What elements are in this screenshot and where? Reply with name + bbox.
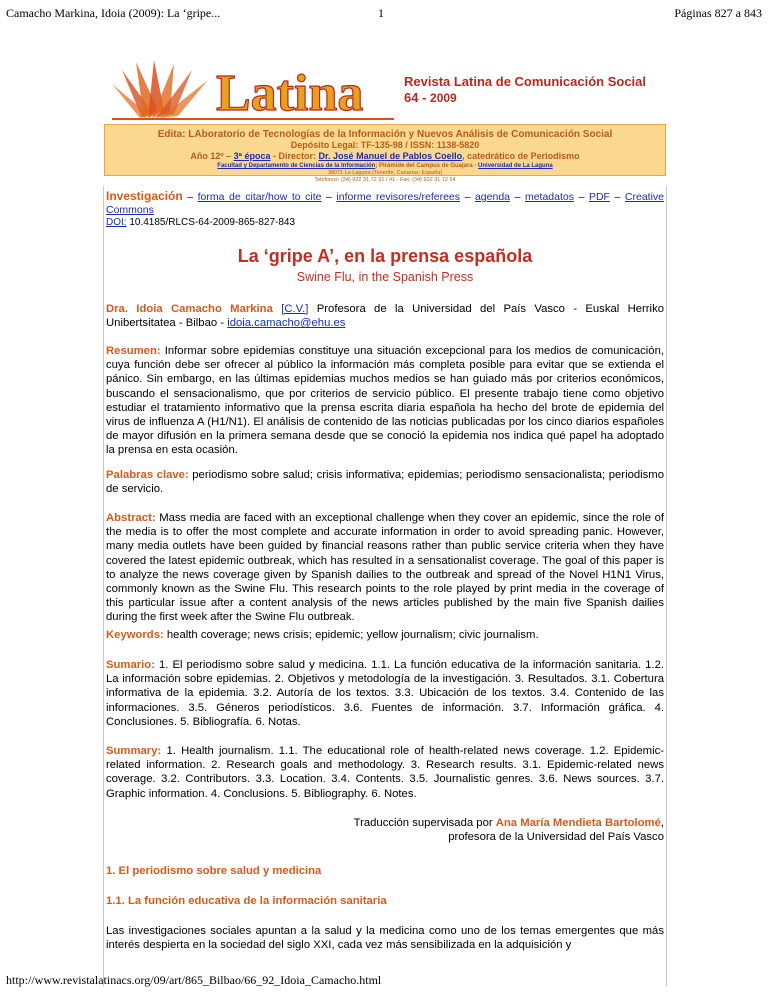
sumario-block xyxy=(106,658,664,729)
summary-block xyxy=(106,744,664,801)
article-subtitle: Swine Flu, in the Spanish Press xyxy=(296,270,474,284)
abstract-text: Mass media are faced with an exceptional challenge when they cover an epidemic, since the role of the media is to offer the most complete and accurate information in order to avoid spreading panic. However, many media outlets have been guided by financial reasons rather than public service criteria when they have covered the latest epidemic outbreak, which has resulted in a sensationalist coverage. The goal of this paper is to analyze the news coverage given by Spanish dailies to the outbreak and spread of the Novel H1N1 Virus, commonly known as the Swine Flu. This research points to the role played by print media in the coverage of this particular issue after a content analysis of the news articles published by the main five Spanish dailies during the first week after the Swine Flu outbreak. xyxy=(106,512,664,624)
page-header xyxy=(6,6,762,20)
palabras-block xyxy=(106,468,664,496)
issue-number: 64 xyxy=(404,90,419,105)
summary-text: 1. Health journalism. 1.1. The educational role of health-related news coverage. 1.2. Epidemic-related information. 2. Research goals and methodology. 3. Research results. 3.1. Epidemic-related news coverage. 3.2. Contributors. 3.3. Location. 3.4. Contents. 3.5. Journalistic genres. 3.6. News sources. 3.7. Graphic information. 4. Conclusions. 5. Bibliography. 6. Notes. xyxy=(106,745,664,800)
translator-affiliation: profesora de la Universidad del País Vasco xyxy=(448,831,664,843)
faculty-line: Facultad y Departamento de Ciencias de la Información; Pirámide del Campus de Guajara - Universidad de La Laguna xyxy=(217,163,553,169)
translator-name: Ana María Mendieta Bartolomé xyxy=(495,817,661,829)
issue-year: 2009 xyxy=(430,91,457,105)
abstract-label: Abstract: xyxy=(106,512,156,524)
article-title: La ‘gripe A’, en la prensa española xyxy=(237,246,533,266)
agenda-link[interactable]: agenda xyxy=(474,191,511,203)
header-page-number: 1 xyxy=(378,6,384,20)
pdf-link[interactable]: PDF xyxy=(588,191,610,203)
resumen-block xyxy=(106,344,664,458)
body-paragraph: Las investigaciones sociales apuntan a la salud y la medicina como uno de los temas emergentes que más interés despierta en la sociedad del siglo XXI, cada vez más sensibilizada en la adquisición y xyxy=(106,925,664,952)
article-content xyxy=(103,186,667,986)
palabras-text: periodismo sobre salud; crisis informativa; epidemias; periodismo sensacionalista; periodismo de servicio. xyxy=(106,469,664,496)
phone-line: Teléfonos: (34) 922 31 72 31 / 41 - Fax: (34) 922 31 72 54 xyxy=(314,177,456,183)
sumario-label: Sumario: xyxy=(106,659,155,671)
page-url[interactable]: http://www.revistalatinacs.org/09/art/865_Bilbao/66_92_Idoia_Camacho.html xyxy=(6,973,382,987)
legal-line: Depósito Legal: TF-135-98 / ISSN: 1138-5820 xyxy=(290,140,480,150)
author-email-link[interactable]: idoia.camacho@ehu.es xyxy=(227,317,346,330)
publisher-line: Edita: LAboratorio de Tecnologías de la Información y Nuevos Análisis de Comunicación Social xyxy=(157,129,613,140)
faculty-link[interactable]: Facultad y Departamento de Ciencias de la Información xyxy=(217,163,376,169)
resumen-text: Informar sobre epidemias constituye una situación excepcional para los medios de comunicación, cuya función debe ser ofrecer al público la información más completa posible para evitar que se extienda el pánico. Sin embargo, en las últimas epidemias muchos medios se han guiado más por criterios económicos, buscando el sensacionalismo, que por criterios de servicio público. El presente trabajo tiene como objetivo estudiar el tratamiento informativo que la prensa escrita diaria española ha hecho del brote de epidemia del virus de influenza A (H1/N1). El análisis de contenido de las noticias publicadas por los cinco diarios españoles de mayor difusión en la primera semana desde que se conoció la epidemia nos indica qué papel ha adoptado la prensa en esta ocasión. xyxy=(106,345,664,457)
author-block: Dra. Idoia Camacho Markina [C.V.] Profesora de la Universidad del País Vasco - Euskal Herriko Unibertsitatea - Bilbao - idoia.camacho@ehu.es xyxy=(106,303,664,330)
logo-text: Latina xyxy=(216,65,364,120)
journal-title: Revista Latina de Comunicación Social xyxy=(404,74,647,89)
director-link[interactable]: Dr. José Manuel de Pablos Coello xyxy=(318,151,463,161)
abstract-block xyxy=(106,511,664,625)
section-heading-1: 1. El periodismo sobre salud y medicina xyxy=(106,865,322,877)
doi-line xyxy=(106,217,664,229)
header-left: Camacho Markina, Idoia (2009): La ‘gripe... xyxy=(6,6,221,20)
sumario-text: 1. El periodismo sobre salud y medicina. 1.1. La función educativa de la información sanitaria. 1.2. La información sobre epidemias. 2. Objetivos y metodología de la investigación. 3. Resultados. 3.1. Cobertura informativa de la epidemia. 3.2. Autoría de los textos. 3.3. Ubicación de los textos. 3.4. Contenido de las informaciones. 3.5. Géneros periodísticos. 3.6. Fuentes de información. 3.7. Información gráfica. 4. Conclusiones. 5. Bibliografía. 6. Notas. xyxy=(106,659,664,728)
resumen-label: Resumen: xyxy=(106,345,161,357)
doi-value: 10.4185/RLCS-64-2009-865-827-843 xyxy=(126,217,296,228)
author-name: Dra. Idoia Camacho Markina xyxy=(106,303,273,315)
referees-link[interactable]: informe revisores/referees xyxy=(336,191,461,203)
section-heading-1-1: 1.1. La función educativa de la información sanitaria xyxy=(106,895,387,907)
section-label: Investigación xyxy=(106,189,183,203)
header-pages: Páginas 827 a 843 xyxy=(674,6,762,20)
keywords-block xyxy=(106,628,664,642)
translation-credit: Traducción supervisada por Ana María Mendieta Bartolomé, profesora de la Universidad del País Vasco xyxy=(106,816,664,844)
summary-label: Summary: xyxy=(106,745,162,757)
epoca-link[interactable]: 3ª época xyxy=(233,151,271,161)
creative-commons-link[interactable]: Creative Commons xyxy=(106,191,665,216)
how-to-cite-link[interactable]: forma de citar/how to cite xyxy=(197,191,322,203)
palabras-label: Palabras clave: xyxy=(106,469,189,481)
publisher-band xyxy=(104,124,666,183)
metadata-link[interactable]: metadatos xyxy=(524,191,574,203)
nav-links: Investigación – forma de citar/how to cite – informe revisores/referees – agenda – metadatos – PDF – Creative Commons xyxy=(106,189,665,216)
journal-title-block: Revista Latina de Comunicación Social 64 - 2009 xyxy=(404,74,647,105)
cv-link[interactable]: [C.V.] xyxy=(281,303,309,315)
address-line: 38071 La Laguna (Tenerife, Canarias; España) xyxy=(327,170,443,176)
latina-logo[interactable] xyxy=(112,60,394,120)
keywords-text: health coverage; news crisis; epidemic; yellow journalism; civic journalism. xyxy=(163,629,539,641)
director-line: Año 12º – 3ª época - Director: Dr. José Manuel de Pablos Coello, catedrático de Periodismo xyxy=(190,151,580,161)
university-link[interactable]: Universidad de La Laguna xyxy=(478,163,553,169)
doi-link[interactable]: DOI: xyxy=(106,217,127,228)
keywords-label: Keywords: xyxy=(106,629,164,641)
